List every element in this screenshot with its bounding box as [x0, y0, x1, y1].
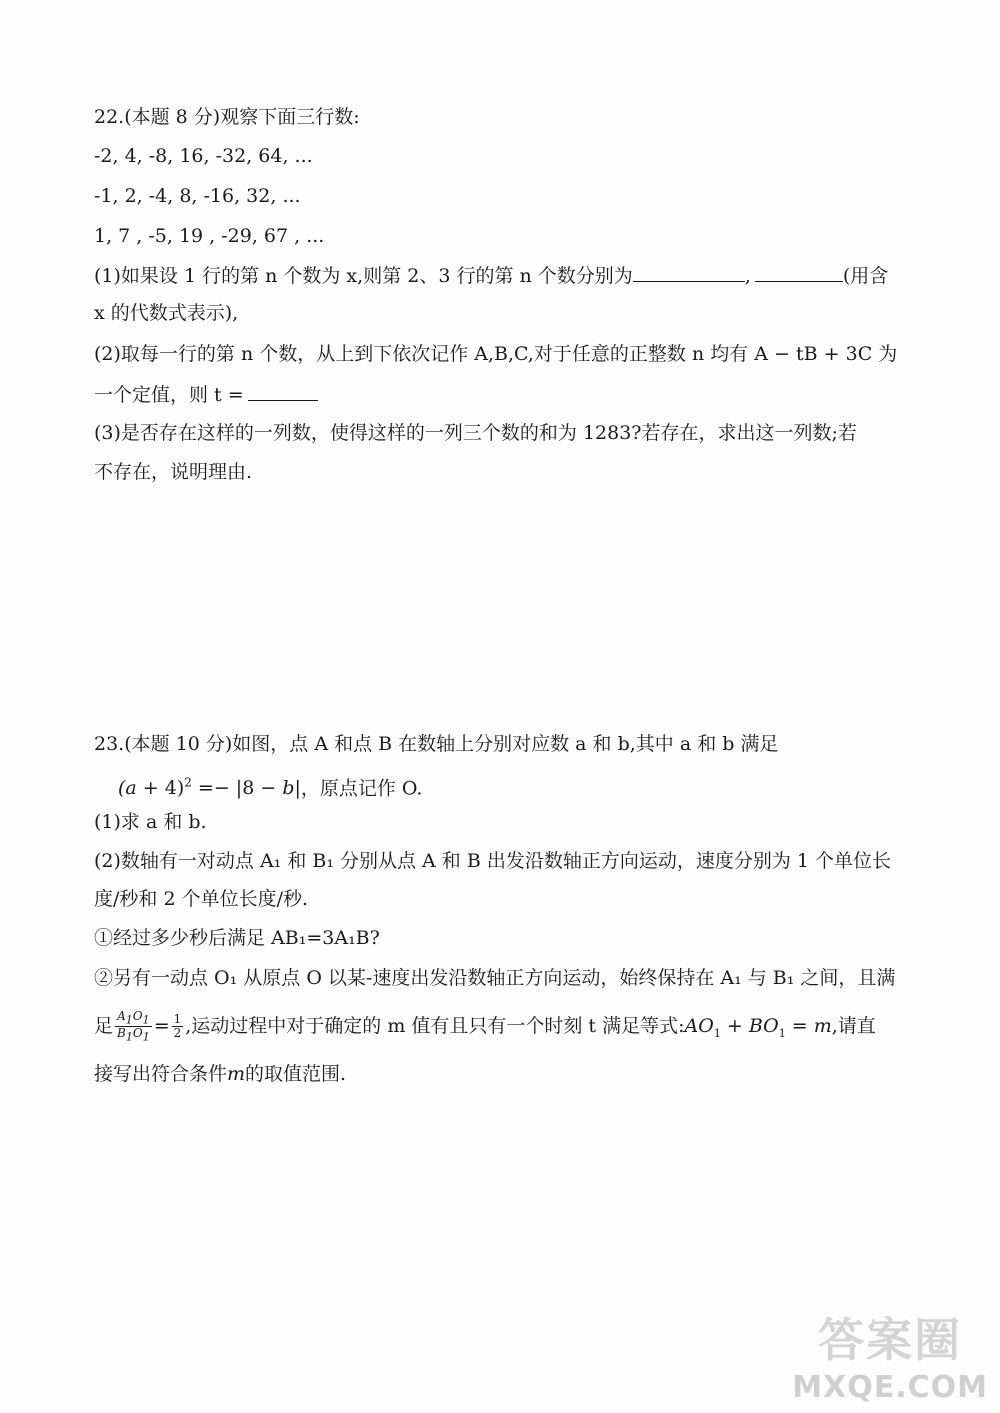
q23-title: 23.(本题 10 分)如图，点 A 和点 B 在数轴上分别对应数 a 和 b,其中 a 和 b 满足 — [94, 733, 779, 755]
q22-part2-line2 — [94, 380, 318, 408]
watermark-logo: 答案圈 — [818, 1313, 963, 1367]
q23-sub2-middle: ,运动过程中对于确定的 m 值有且只有一个时刻 t 满足等式: — [185, 1014, 685, 1037]
q23-sub2-f-prefix: 接写出符合条件 — [94, 1063, 228, 1085]
q23-condition — [118, 770, 422, 801]
q23-part2-sub2-line3 — [94, 1061, 346, 1087]
watermark — [792, 1304, 988, 1405]
variable-m: m — [227, 1063, 246, 1085]
q23-sub2-f-suffix: 的取值范围. — [245, 1063, 347, 1085]
q22-title: 22.(本题 8 分)观察下面三行数: — [94, 106, 360, 128]
q22-part1-tail: (用含 — [842, 265, 889, 287]
q23-part2-sub1: ①经过多少秒后满足 AB₁=3A₁B? — [94, 927, 380, 949]
q22-part2-line1: (2)取每一行的第 n 个数，从上到下依次记作 A,B,C,对于任意的正整数 n 均有 A − tB + 3C 为 — [94, 343, 898, 365]
q22-part1-line2: x 的代数式表示), — [94, 302, 239, 324]
ratio-fraction: $\frac{A_1O_1}{B_1O_1}$ — [117, 1009, 150, 1044]
q22-part1-line1 — [94, 261, 888, 289]
answer-blank-row3[interactable] — [755, 261, 843, 282]
q22-row-3: 1, 7 , -5, 19 , -29, 67 , ... — [94, 225, 325, 247]
one-half-fraction: $\frac{1}{2}$ — [173, 1012, 182, 1041]
answer-blank-t[interactable] — [248, 380, 318, 401]
q22-part2-text: 一个定值，则 t = — [94, 384, 244, 406]
q22-part3-line2: 不存在，说明理由. — [94, 461, 253, 483]
answer-blank-row2[interactable] — [633, 261, 745, 282]
q23-part2-sub2-line2: 足 $\frac{A_1O_1}{B_1O_1}$ = $\frac{1}{2}$ ,运动过程中对于确定的 m 值有且只有一个时刻 t 满足等式$:AO_1 + BO_1 = m$,请直 — [94, 1009, 876, 1044]
q23-part2-line2: 度/秒和 2 个单位长度/秒. — [94, 888, 309, 910]
q22-part1-sep: , — [744, 265, 751, 287]
q23-condition-tail: ，原点记作 O. — [300, 777, 423, 800]
q23-part2-sub2-line1: ②另有一动点 O₁ 从原点 O 以某-速度出发沿数轴正方向运动，始终保持在 A₁ 与 B₁ 之间，且满 — [94, 967, 896, 989]
q22-part1-text: (1)如果设 1 行的第 n 个数为 x,则第 2、3 行的第 n 个数分别为 — [94, 265, 633, 287]
q23-equation: $(a + 4)^2 =- |8 - b|$ — [118, 776, 301, 800]
q22-row-2: -1, 2, -4, 8, -16, 32, ... — [94, 185, 301, 207]
q22-row-1: -2, 4, -8, 16, -32, 64, ... — [94, 145, 313, 167]
q22-part3-line1: (3)是否存在这样的一列数，使得这样的一列三个数的和为 1283?若存在，求出这一列数;若 — [94, 422, 857, 444]
q23-part1: (1)求 a 和 b. — [94, 811, 207, 833]
q23-sub2-prefix: 足 — [94, 1014, 114, 1037]
q23-sub2-suffix: ,请直 — [831, 1014, 876, 1037]
q23-sum-equation: $AO_1 + BO_1 = m$ — [684, 1014, 832, 1040]
q23-part2-line1: (2)数轴有一对动点 A₁ 和 B₁ 分别从点 A 和 B 出发沿数轴正方向运动，速度分别为 1 个单位长 — [94, 850, 892, 872]
watermark-url: MXQE.COM — [792, 1370, 988, 1405]
